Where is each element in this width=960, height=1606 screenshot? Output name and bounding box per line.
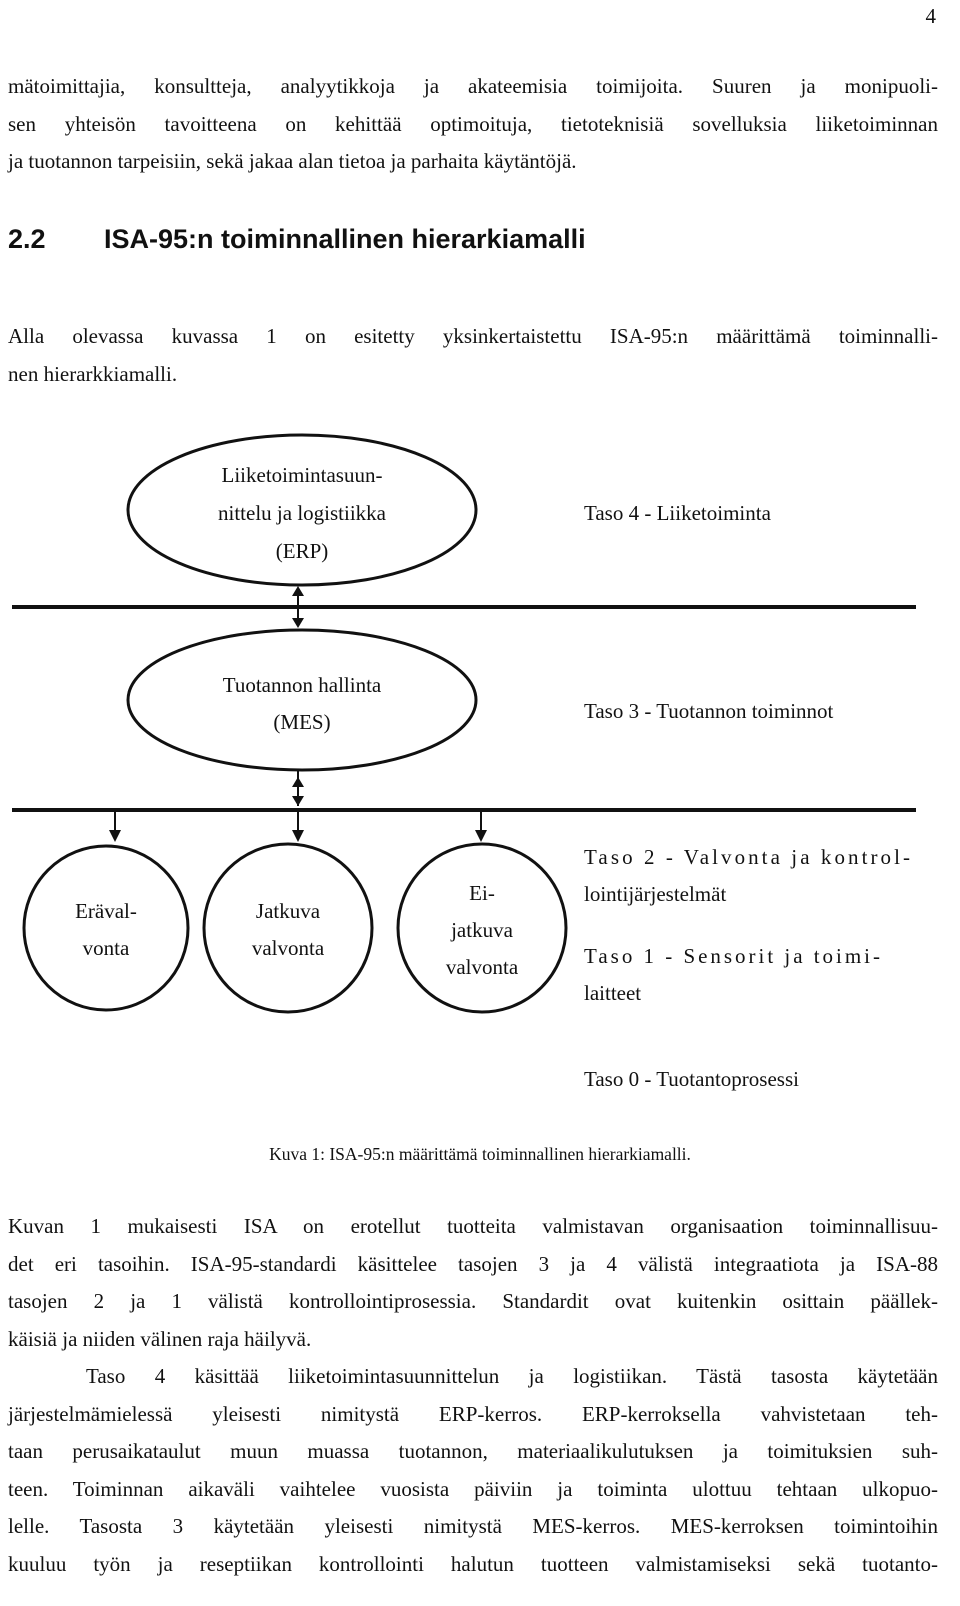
circle3-label-line3: valvonta — [445, 955, 519, 979]
mes-label-line1: Tuotannon hallinta — [222, 673, 382, 697]
arrow-down-icon — [292, 830, 304, 842]
text-line: järjestelmämielessä yleisesti nimitystä ERP-kerros. ERP-kerroksella vahvistetaan teh- — [8, 1401, 938, 1426]
circle2-label-line2: valvonta — [251, 936, 325, 960]
erp-label-line2: nittelu ja logistiikka — [218, 501, 386, 525]
section-number: 2.2 — [8, 224, 46, 254]
text-line: sen yhteisön tavoitteena on kehittää optimoituja, tietoteknisiä sovelluksia liiketoiminnan — [8, 111, 938, 136]
text-line: mätoimittajia, konsultteja, analyytikkoja ja akateemisia toimijoita. Suuren ja monipuoli- — [8, 74, 938, 98]
level-0-label: Taso 0 - Tuotantoprosessi — [584, 1067, 799, 1091]
arrow-down-icon — [292, 796, 304, 806]
continuous-control-circle — [204, 844, 372, 1012]
text-line: kuuluu työn ja reseptiikan kontrollointi halutun tuotteen valmistamiseksi sekä tuotanto- — [8, 1551, 938, 1576]
arrow-down-icon — [292, 618, 304, 628]
text-line: Alla olevassa kuvassa 1 on esitetty yksinkertaistettu ISA-95:n määrittämä toiminnalli- — [8, 324, 938, 348]
level-4-label: Taso 4 - Liiketoiminta — [584, 501, 771, 525]
body-paragraph-2 — [8, 1358, 938, 1583]
circle3-label-line2: jatkuva — [451, 918, 513, 942]
circle2-label-line1: Jatkuva — [255, 899, 321, 923]
level-3-label: Taso 3 - Tuotannon toiminnot — [584, 699, 834, 723]
circle3-label-line1: Ei- — [469, 881, 495, 905]
level-2-label-line2: lointijärjestelmät — [584, 882, 727, 906]
arrow-up-icon — [292, 777, 304, 787]
text-line: Kuvan 1 mukaisesti ISA on erotellut tuotteita valmistavan organisaation toiminnallisuu- — [8, 1214, 938, 1238]
arrow-down-icon — [109, 830, 121, 842]
arrow-down-icon — [475, 830, 487, 842]
section-title: ISA-95:n toiminnallinen hierarkiamalli — [104, 224, 586, 254]
text-line: lelle. Tasosta 3 käytetään yleisesti nimitystä MES-kerros. MES-kerroksen toimintoihin — [8, 1514, 938, 1538]
text-line: käisiä ja niiden välinen raja häilyvä. — [8, 1326, 312, 1351]
circle1-label-line2: vonta — [82, 936, 130, 960]
text-line: teen. Toiminnan aikaväli vaihtelee vuosista päiviin ja toiminta ulottuu tehtaan ulkopuo- — [8, 1476, 938, 1501]
figure-caption: Kuva 1: ISA-95:n määrittämä toiminnallinen hierarkiamalli. — [269, 1144, 691, 1164]
text-line: Taso 4 käsittää liiketoimintasuunnittelun ja logistiikan. Tästä tasosta käytetään — [86, 1364, 938, 1388]
page-number: 4 — [925, 4, 936, 28]
text-line: det eri tasoihin. ISA-95-standardi käsittelee tasojen 3 ja 4 välistä integraatiota ja ISA-88 — [8, 1251, 938, 1276]
level-1-label-line1: Taso 1 - Sensorit ja toimi- — [584, 944, 880, 968]
mes-label-line2: (MES) — [273, 710, 331, 734]
text-line: nen hierarkkiamalli. — [8, 361, 178, 386]
text-line: tasojen 2 ja 1 välistä kontrollointiprosessia. Standardit ovat kuitenkin osittain päällek- — [8, 1289, 938, 1313]
arrow-up-icon — [292, 586, 304, 596]
mes-ellipse — [128, 630, 476, 770]
erp-label-line1: Liiketoimintasuun- — [221, 463, 383, 487]
level-1-label-line2: laitteet — [584, 981, 642, 1005]
batch-control-circle — [24, 846, 188, 1010]
level-2-label-line1: Taso 2 - Valvonta ja kontrol- — [584, 845, 910, 869]
text-line: ja tuotannon tarpeisiin, sekä jakaa alan tietoa ja parhaita käytäntöjä. — [8, 149, 577, 173]
erp-label-line3: (ERP) — [275, 539, 329, 563]
circle1-label-line1: Eräval- — [75, 899, 137, 923]
body-paragraph-1 — [8, 1208, 938, 1358]
text-line: taan perusaikataulut muun muassa tuotannon, materiaalikulutuksen ja toimituksien suh- — [8, 1439, 938, 1463]
